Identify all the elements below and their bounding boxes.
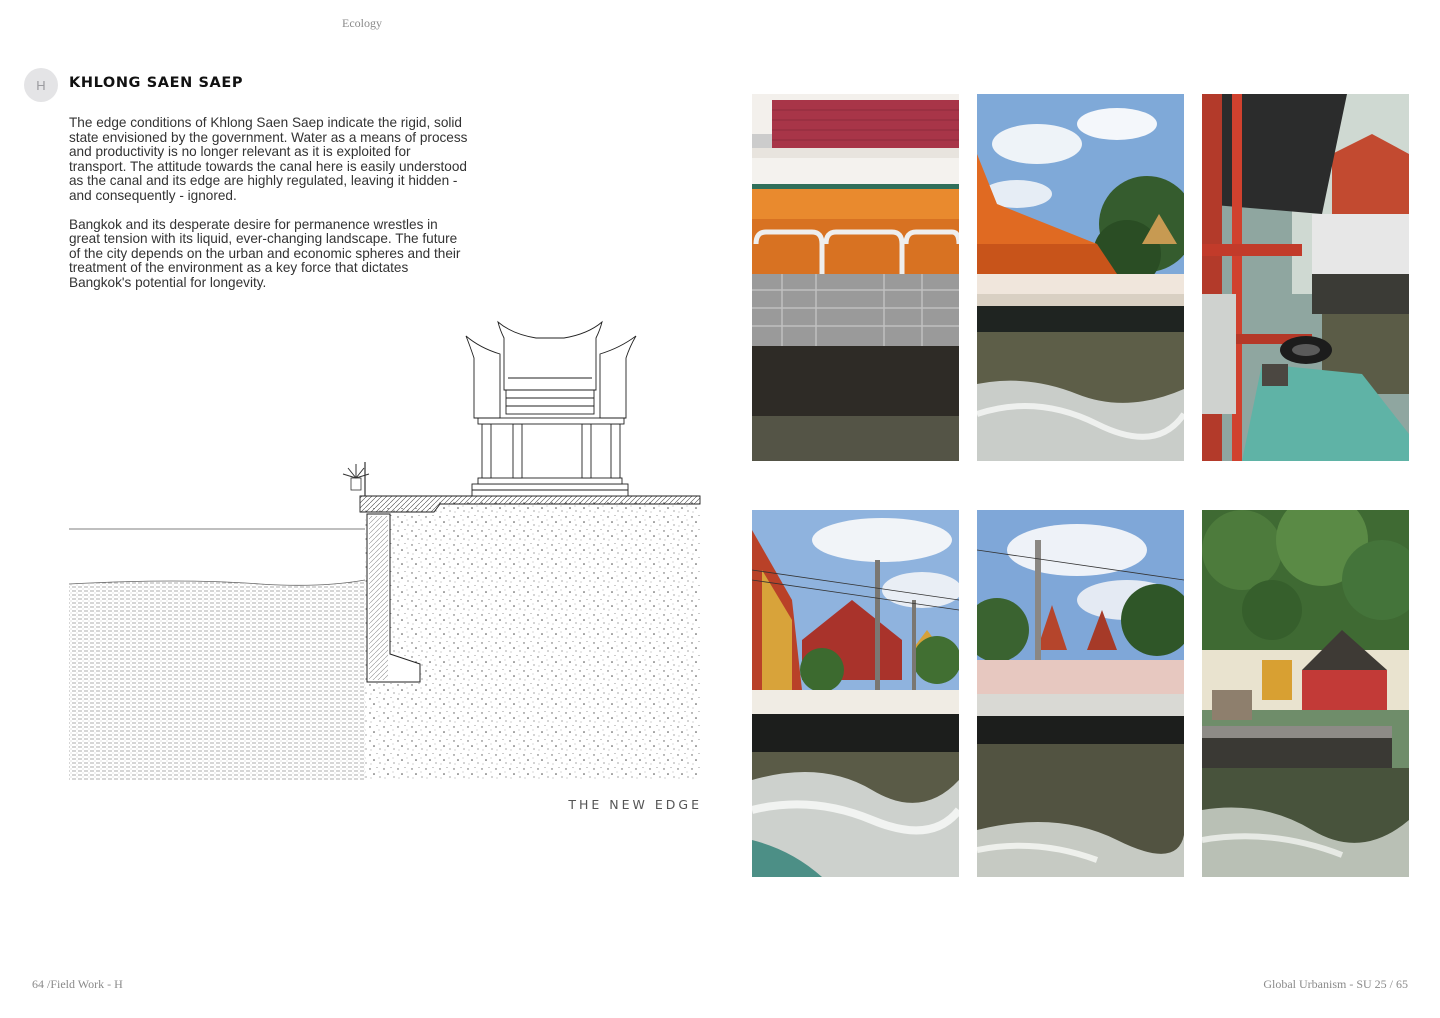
drawing-caption: THE NEW EDGE: [568, 797, 702, 812]
potted-plant: [343, 462, 369, 496]
photo-temple-roof: [977, 94, 1184, 461]
section-drawing: [60, 318, 710, 788]
ground-mass: [365, 502, 700, 780]
canal-bed: [69, 580, 365, 780]
section-badge: H: [24, 68, 58, 102]
photo-tree-canopy-pier: [1202, 510, 1409, 877]
photo-temple-poles: [752, 510, 959, 877]
paragraph-2: Bangkok and its desperate desire for permanence wrestles in great tension with its liquid, ever-changing landscape. The future of the city depends on the urban and economic spheres and their treatment of the environment as a key force that dictates Bangkok's potential for longevity.: [69, 216, 461, 290]
running-head: Ecology: [342, 16, 382, 30]
section-title: KHLONG SAEN SAEP: [69, 75, 244, 91]
body-text: [69, 116, 469, 305]
footer-page-right: Global Urbanism - SU 25 / 65: [1263, 977, 1408, 991]
paragraph-1: The edge conditions of Khlong Saen Saep indicate the rigid, solid state envisioned by the government. Water as a means of process and productivity is no longer relevant as it is exploited for transport. The attitude towards the canal here is easily understood as the canal and its edge are highly regulated, leaving it hidden - and consequently - ignored.: [69, 115, 468, 203]
photo-pavilion-trees: [977, 510, 1184, 877]
photo-boat-interior: [1202, 94, 1409, 461]
footer-page-left: 64 /Field Work - H: [32, 977, 123, 991]
pavilion: [466, 322, 636, 496]
photo-railing-edge: [752, 94, 959, 461]
